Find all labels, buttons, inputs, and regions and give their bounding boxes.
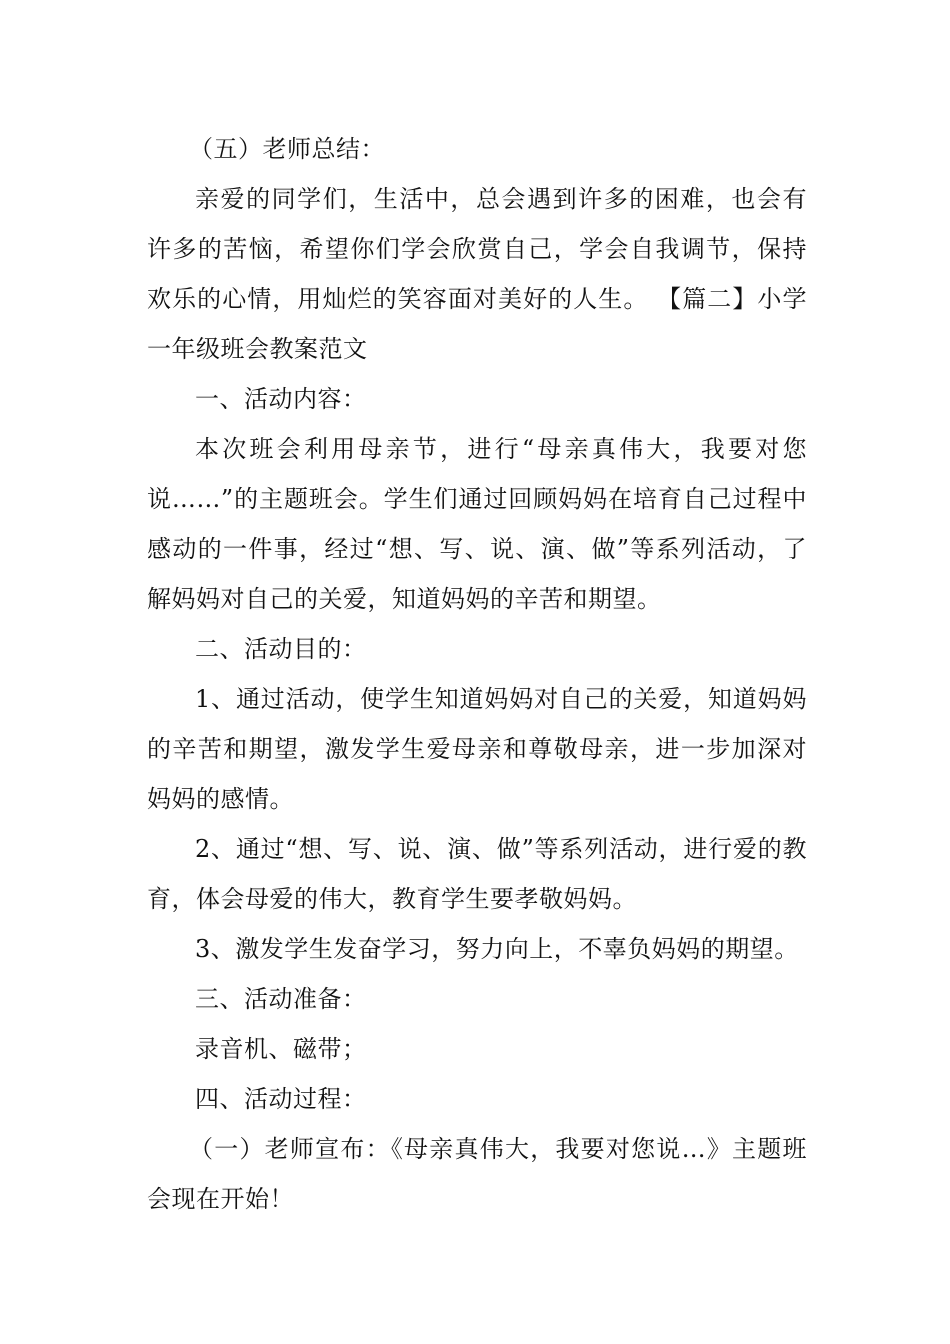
section-heading-teacher-summary: （五）老师总结： [189,135,385,163]
paragraph-preparation-items: 录音机、磁带； [195,1035,367,1063]
document-body [147,124,807,1224]
paragraph-purpose-2: 2、通过“想、写、说、演、做”等系列活动，进行爱的教育，体会母爱的伟大，教育学生要孝敬妈妈。 [147,835,807,913]
section-heading-activity-purpose: 二、活动目的： [195,635,367,663]
paragraph-process-step-1: （一）老师宣布：《母亲真伟大，我要对您说…》主题班会现在开始！ [147,1135,807,1213]
paragraph-purpose-1: 1、通过活动，使学生知道妈妈对自己的关爱，知道妈妈的辛苦和期望，激发学生爱母亲和尊敬母亲，进一步加深对妈妈的感情。 [147,685,807,813]
section-heading-activity-preparation: 三、活动准备： [195,985,367,1013]
paragraph-activity-content: 本次班会利用母亲节，进行“母亲真伟大，我要对您说……”的主题班会。学生们通过回顾妈妈在培育自己过程中感动的一件事，经过“想、写、说、演、做”等系列活动，了解妈妈对自己的关爱，知道妈妈的辛苦和期望。 [147,435,807,613]
section-heading-activity-process: 四、活动过程： [195,1085,367,1113]
paragraph-purpose-3: 3、激发学生发奋学习，努力向上，不辜负妈妈的期望。 [195,935,799,963]
section-heading-activity-content: 一、活动内容： [195,385,367,413]
paragraph-summary-text: 亲爱的同学们，生活中，总会遇到许多的困难，也会有许多的苦恼，希望你们学会欣赏自己，学会自我调节，保持欢乐的心情，用灿烂的笑容面对美好的人生。 【篇二】小学一年级班会教案范文 [147,185,807,363]
